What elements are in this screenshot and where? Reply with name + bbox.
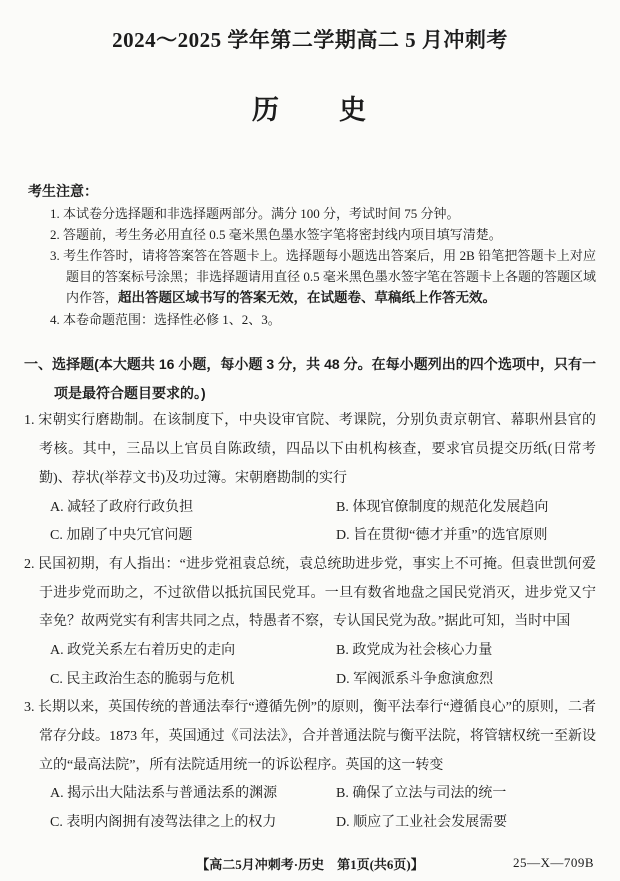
notice-item-2: 2. 答题前，考生务必用直径 0.5 毫米黑色墨水签字笔将密封线内项目填写清楚。 — [50, 227, 502, 243]
question-2-stem: 2. 民国初期，有人指出：“进步党祖袁总统，袁总统助进步党，事实上不可掩。但袁世凯何爱于进步党而助之，不过欲借以抵抗国民党耳。一旦有数省地盘之国民党消灭，进步党又宁幸免？故两党实有利害共同之点，特愚者不察，专认国民党为敌。”据此可知，当时中国 — [24, 556, 596, 630]
page-footer — [0, 854, 620, 873]
question-1-stem: 1. 宋朝实行磨勘制。在该制度下，中央设审官院、考课院，分别负责京朝官、幕职州县官的考核。其中，三品以上官员自陈政绩，四品以下由机构核查，要求官员提交历纸(日常考勤)、荐状(举荐文书)及功过簿。宋朝磨勘制的实行 — [24, 413, 596, 486]
question-3-stem: 3. 长期以来，英国传统的普通法奉行“遵循先例”的原则，衡平法奉行“遵循良心”的原则，二者常存分歧。1873 年，英国通过《司法法》，合并普通法院与衡平法院，将管辖权统一至新设立的“最高法院”，所有法院适用统一的诉讼程序。英国的这一转变 — [24, 700, 596, 773]
question-2-option-a: A. 政党关系左右着历史的走向 — [50, 642, 236, 658]
question-1-option-a: A. 减轻了政府行政负担 — [50, 499, 194, 515]
question-2-option-d: D. 军阀派系斗争愈演愈烈 — [336, 671, 494, 687]
question-1 — [24, 407, 596, 550]
question-1-options — [50, 494, 596, 551]
question-1-option-d: D. 旨在贯彻“德才并重”的选官原则 — [336, 528, 548, 544]
notice-items — [50, 203, 596, 330]
question-3 — [24, 694, 596, 837]
notice-item-3-emphasis: 超出答题区域书写的答案无效，在试题卷、草稿纸上作答无效。 — [118, 290, 497, 306]
subject-title: 历 史 — [252, 95, 368, 125]
question-2-options — [50, 637, 596, 694]
question-3-options — [50, 780, 596, 837]
question-2 — [24, 551, 596, 694]
question-1-option-b: B. 体现官僚制度的规范化发展趋向 — [336, 499, 549, 515]
candidate-notice — [24, 181, 596, 330]
question-3-option-d: D. 顺应了工业社会发展需要 — [336, 815, 508, 831]
footer-page-info: 【高二5月冲刺考·历史 第1页(共6页)】 — [196, 857, 424, 872]
exam-title: 2024～2025 学年第二学期高二 5 月冲刺考 — [112, 28, 508, 52]
notice-item-3 — [50, 245, 596, 309]
question-2-option-b: B. 政党成为社会核心力量 — [336, 642, 493, 658]
question-3-option-a: A. 揭示出大陆法系与普通法系的渊源 — [50, 786, 278, 802]
notice-heading: 考生注意： — [28, 185, 98, 200]
footer-paper-code: 25—X—709B — [512, 855, 594, 870]
question-3-option-b: B. 确保了立法与司法的统一 — [336, 786, 507, 802]
notice-item-3-text: 3. 考生作答时，请将答案答在答题卡上。选择题每小题选出答案后，用 2B 铅笔把答题卡上对应题目的答案标号涂黑；非选择题请用直径 0.5 毫米黑色墨水签字笔在答题卡上各题的答题区域内作答， — [50, 248, 596, 306]
question-1-option-c: C. 加剧了中央冗官问题 — [50, 528, 193, 544]
question-2-option-c: C. 民主政治生态的脆弱与危机 — [50, 671, 235, 687]
notice-item-4: 4. 本卷命题范围：选择性必修 1、2、3。 — [50, 312, 281, 328]
notice-item-1: 1. 本试卷分选择题和非选择题两部分。满分 100 分，考试时间 75 分钟。 — [50, 206, 460, 221]
question-3-option-c: C. 表明内阁拥有凌驾法律之上的权力 — [50, 815, 277, 831]
section-heading: 一、选择题(本大题共 16 小题，每小题 3 分，共 48 分。在每小题列出的四个选项中，只有一项是最符合题目要求的。) — [24, 356, 596, 401]
